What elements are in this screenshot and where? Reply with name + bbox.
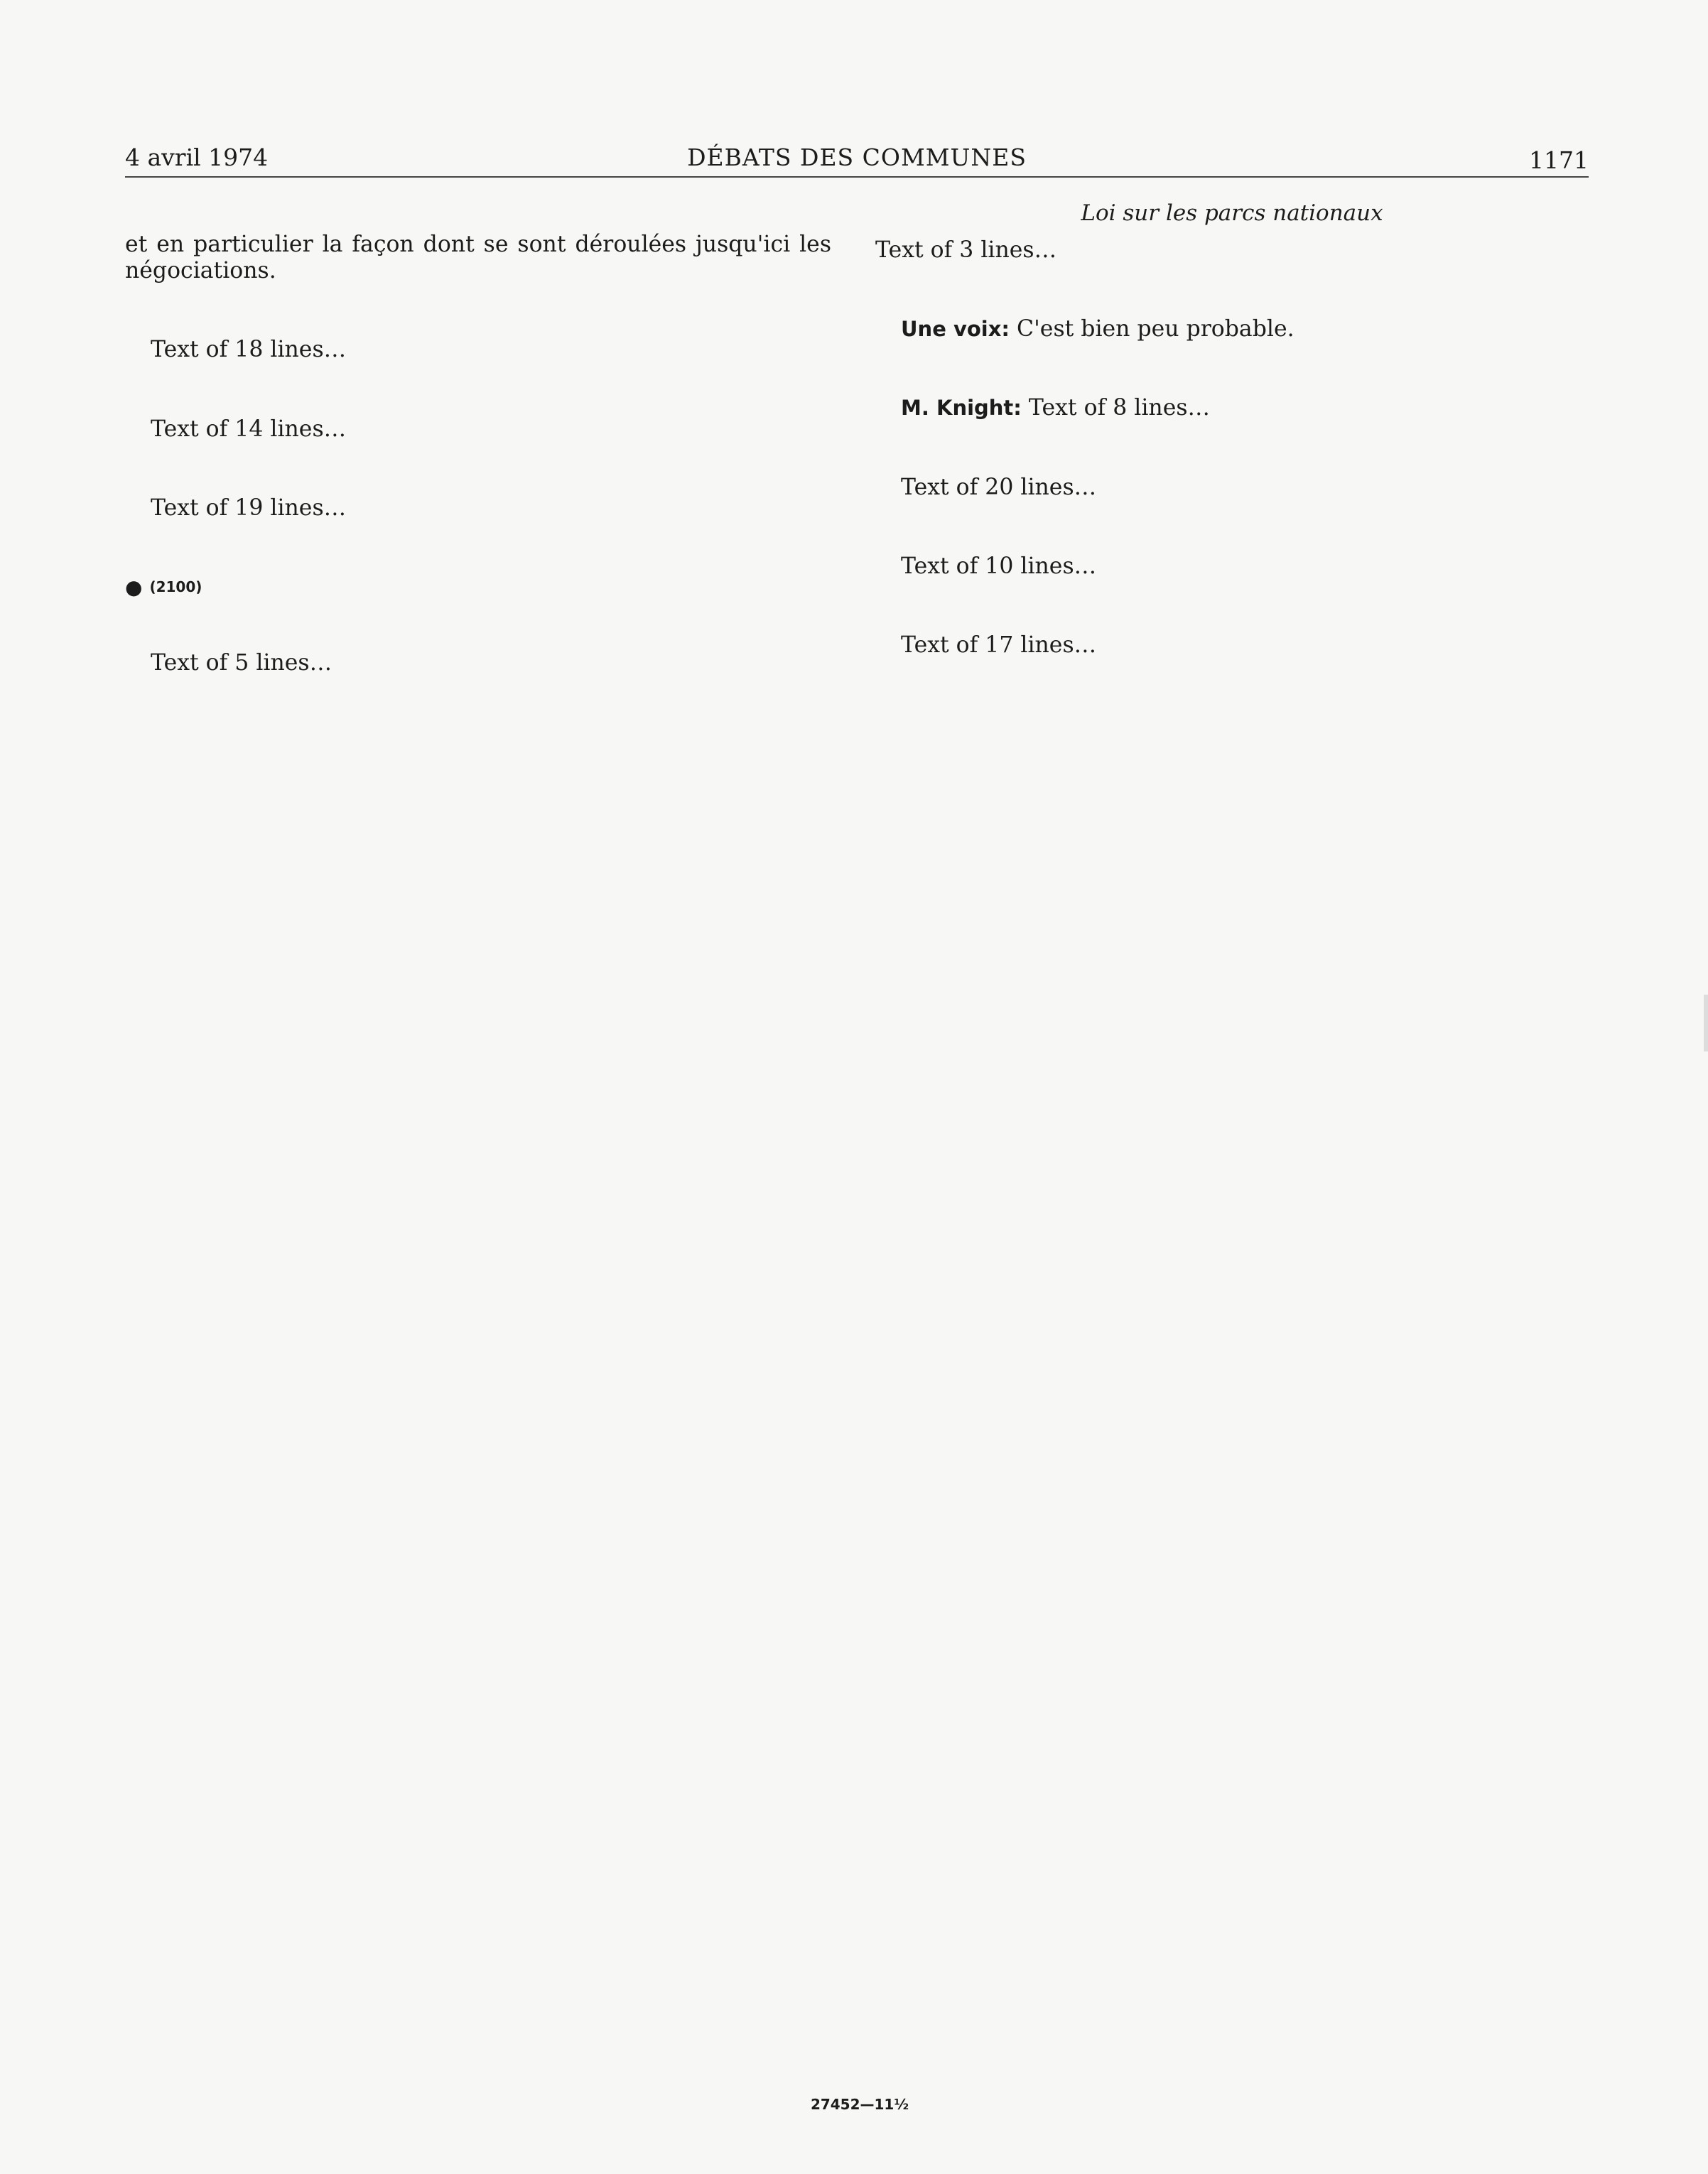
header-page-number: 1171 <box>1529 146 1589 174</box>
left-paragraph-5: Text of 5 lines… <box>151 650 333 676</box>
scan-edge-mark <box>1704 995 1708 1051</box>
page-footer-code: 27452—11½ <box>810 2096 909 2113</box>
speech-text: C'est bien peu probable. <box>1017 316 1294 342</box>
speech-text: Text of 8 lines… <box>1028 395 1210 421</box>
right-column <box>875 237 1582 711</box>
time-marker-label: (2100) <box>149 578 202 596</box>
right-paragraph-2 <box>875 316 1582 342</box>
speaker-name: Une voix: <box>901 317 1010 342</box>
speaker-name: M. Knight: <box>901 396 1022 421</box>
header-date: 4 avril 1974 <box>125 144 269 171</box>
left-paragraph-1: et en particulier la façon dont se sont déroulées jusqu'ici les négociations. <box>125 232 831 284</box>
running-title: Loi sur les parcs nationaux <box>1081 200 1383 226</box>
page-header <box>125 139 1589 178</box>
bullet-icon: ● <box>125 575 143 600</box>
right-paragraph-3 <box>875 395 1582 421</box>
header-publication-title: DÉBATS DES COMMUNES <box>687 144 1027 171</box>
right-paragraph-1: Text of 3 lines… <box>875 237 1057 263</box>
right-paragraph-5: Text of 10 lines… <box>901 553 1097 579</box>
left-paragraph-3: Text of 14 lines… <box>151 416 347 442</box>
left-column <box>125 232 831 729</box>
right-paragraph-6: Text of 17 lines… <box>901 632 1097 659</box>
left-paragraph-2: Text of 18 lines… <box>151 337 347 363</box>
right-paragraph-4: Text of 20 lines… <box>901 474 1097 500</box>
left-paragraph-4: Text of 19 lines… <box>151 494 347 521</box>
time-marker <box>125 574 831 600</box>
